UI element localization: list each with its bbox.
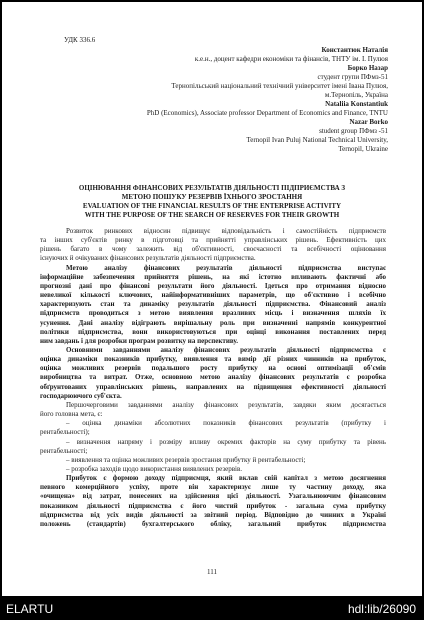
author-affiliation: Тернопільський національний технічний університет імені Івана Пулюя, — [171, 82, 388, 90]
paper-title: МЕТОЮ ПОШУКУ РЕЗЕРВІВ ЇХНЬОГО ЗРОСТАННЯ — [121, 193, 303, 201]
body-line: характеризують стан та динаміку результатів діяльності підприємства. Фінансовий аналіз — [40, 300, 386, 309]
body-line: – виявлення та оцінка можливих резервів зростання прибутку й рентабельності; — [66, 455, 306, 464]
body-line: – оцінка динаміки абсолютних показників фінансових результатів (прибутку і — [66, 419, 386, 428]
body-line: його головна мета, є: — [40, 410, 103, 418]
page-number: 111 — [207, 568, 217, 576]
udk-code: УДК 336.6 — [64, 36, 96, 44]
body-line: Розвиток ринкових відносин підвищує відповідальність і самостійність підприємств — [66, 227, 386, 235]
body-line: ним завдань і для розробки програм розвитку на перспективу. — [40, 336, 238, 345]
paper-title: EVALUATION OF THE FINANCIAL RESULTS OF THE ENTERPRISE ACTIVITY — [82, 202, 342, 210]
body-line: – розробка заходів щодо використання виявлених резервів. — [66, 464, 243, 473]
author-affiliation: к.е.н., доцент кафедри економіки та фінансів, ТНТУ ім. І. Пулюя — [194, 55, 388, 63]
body-line: Основними завданнями аналізу фінансових результатів діяльності підприємства є — [66, 345, 386, 354]
document-page — [2, 2, 422, 596]
body-line: підприємств проводиться з метою виявлення вразливих місць і визначення шляхів їх — [40, 309, 386, 318]
body-line: положень (стандартів) бухгалтерського обліку, загальний прибуток підприємства — [40, 519, 386, 528]
body-line: політики підприємства, вони використовуються при оцінці виконання поставлених перед — [40, 327, 386, 336]
author-affiliation: м.Тернопіль, Україна — [324, 91, 388, 99]
paper-title: WITH THE PURPOSE OF THE SEARCH OF RESERVES FOR THEIR GROWTH — [84, 211, 340, 219]
paper-title: ОЦІНЮВАННЯ ФІНАНСОВИХ РЕЗУЛЬТАТІВ ДІЯЛЬНОСТІ ПІДПРИЄМСТВА З — [78, 184, 346, 192]
body-line: рішень багато в чому залежить від об'єктивності, своєчасності та всебічності оцінювання — [40, 245, 386, 254]
body-line: усунення. Дані аналізу відіграють вирішальну роль при визначенні напрямів конкурентної — [40, 318, 386, 327]
body-line: обґрунтованих управлінських рішень, направлених на підвищення ефективності діяльності — [40, 382, 386, 391]
body-line: підприємства від усіх видів діяльності за звітний період. Відповідно до чинних в Україні — [40, 510, 386, 519]
body-line: невеликої кількості ключових, найінформативніших параметрів, що об'єктивно і всебічно — [40, 291, 386, 300]
author-affiliation: Ternopil Ivan Puluj National Technical University, — [246, 136, 388, 144]
author-name: Nazar Borko — [349, 118, 388, 126]
body-line: оцінка можливих резервів подальшого росту прибутку на основі оптимізації об'ємів — [40, 364, 386, 373]
author-name: Константюк Наталія — [321, 46, 388, 54]
author-name: Борко Назар — [347, 64, 388, 72]
footer-handle-label: hdl:lib/26090 — [347, 602, 416, 616]
body-line: Першочерговими завданнями аналізу фінансових результатів, завдяки яким досягається — [66, 400, 386, 409]
author-name: Nataliia Konstantiuk — [325, 100, 388, 108]
footer-bar — [0, 598, 424, 620]
body-line: певного комерційного успіху, проте він характеризує лише ту частину доходу, яка — [40, 483, 386, 492]
body-line: прогнозні дані про фінансові результати його діяльності. Ідеться про отримання відносно — [40, 281, 386, 290]
body-line: Прибуток є формою доходу підприємця, який вклав свій капітал з метою досягнення — [66, 474, 386, 483]
body-line: виробництва та витрат. Отже, основною метою аналізу фінансових результатів є розробка — [40, 373, 386, 382]
author-affiliation: студент групи ПФмз-51 — [317, 73, 388, 81]
body-line: «очищена» від затрат, понесених на здійснення цієї діяльності. Узагальнюючим фінансовим — [40, 492, 386, 501]
author-affiliation: Ternopil, Ukraine — [338, 145, 388, 153]
body-line: Метою аналізу фінансових результатів діяльності підприємства виступає — [66, 263, 386, 272]
body-line: показником діяльності підприємства є його чистий прибуток - загальна сума прибутку — [40, 501, 386, 510]
footer-repository-label: ELARTU — [6, 602, 54, 616]
body-line: та інших суб'єктів ринку в підготовці та прийнятті управлінських рішень. Ефективність цих — [40, 236, 386, 245]
body-line: господарюючого суб'єкта. — [40, 391, 122, 400]
body-line: – визначення напряму і розміру впливу окремих факторів на суму прибутку та рівень — [66, 437, 386, 446]
body-line: рентабельності); — [40, 428, 90, 437]
body-line: інформаційне забезпечення прийняття рішень, на які істотно впливають фактичні або — [40, 272, 386, 281]
author-affiliation: student group ПФмз -51 — [319, 127, 388, 135]
body-line: існуючих й очікуваних фінансових результатів діяльності підприємства. — [40, 254, 256, 263]
body-line: рентабельності; — [40, 446, 88, 455]
author-affiliation: PhD (Economics), Associate professor Department of Economics and Finance, TNTU — [146, 109, 388, 117]
body-line: оцінка динаміки показників прибутку, виявлення та вимір дії різних чинників на прибуток, — [40, 355, 386, 364]
